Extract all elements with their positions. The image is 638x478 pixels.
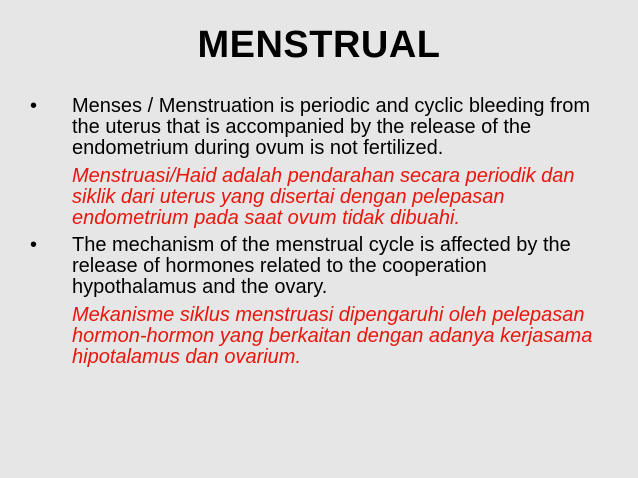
bullet-item [30,235,610,368]
bullet-translation-text: Menstruasi/Haid adalah pendarahan secara periodik dan siklik dari uterus yang disertai dengan pelepasan endometrium pada saat ovum tidak dibuahi. [72,165,575,229]
bullet-translation-text: Mekanisme siklus menstruasi dipengaruhi oleh pelepasan hormon-hormon yang berkaitan dengan adanya kerjasama hipotalamus dan ovarium. [72,304,593,368]
bullet-dot-icon: • [30,234,38,256]
bullet-english-text: The mechanism of the menstrual cycle is affected by the release of hormones related to the cooperation hypothalamus and the ovary. [72,234,571,298]
slide-title: MENSTRUAL [197,24,441,66]
bullet-dot-icon: • [30,95,38,117]
bullet-item [30,96,610,229]
bullet-english-text: Menses / Menstruation is periodic and cyclic bleeding from the uterus that is accompanied by the release of the endometrium during ovum is not fertilized. [72,95,591,159]
slide-body [30,96,610,368]
